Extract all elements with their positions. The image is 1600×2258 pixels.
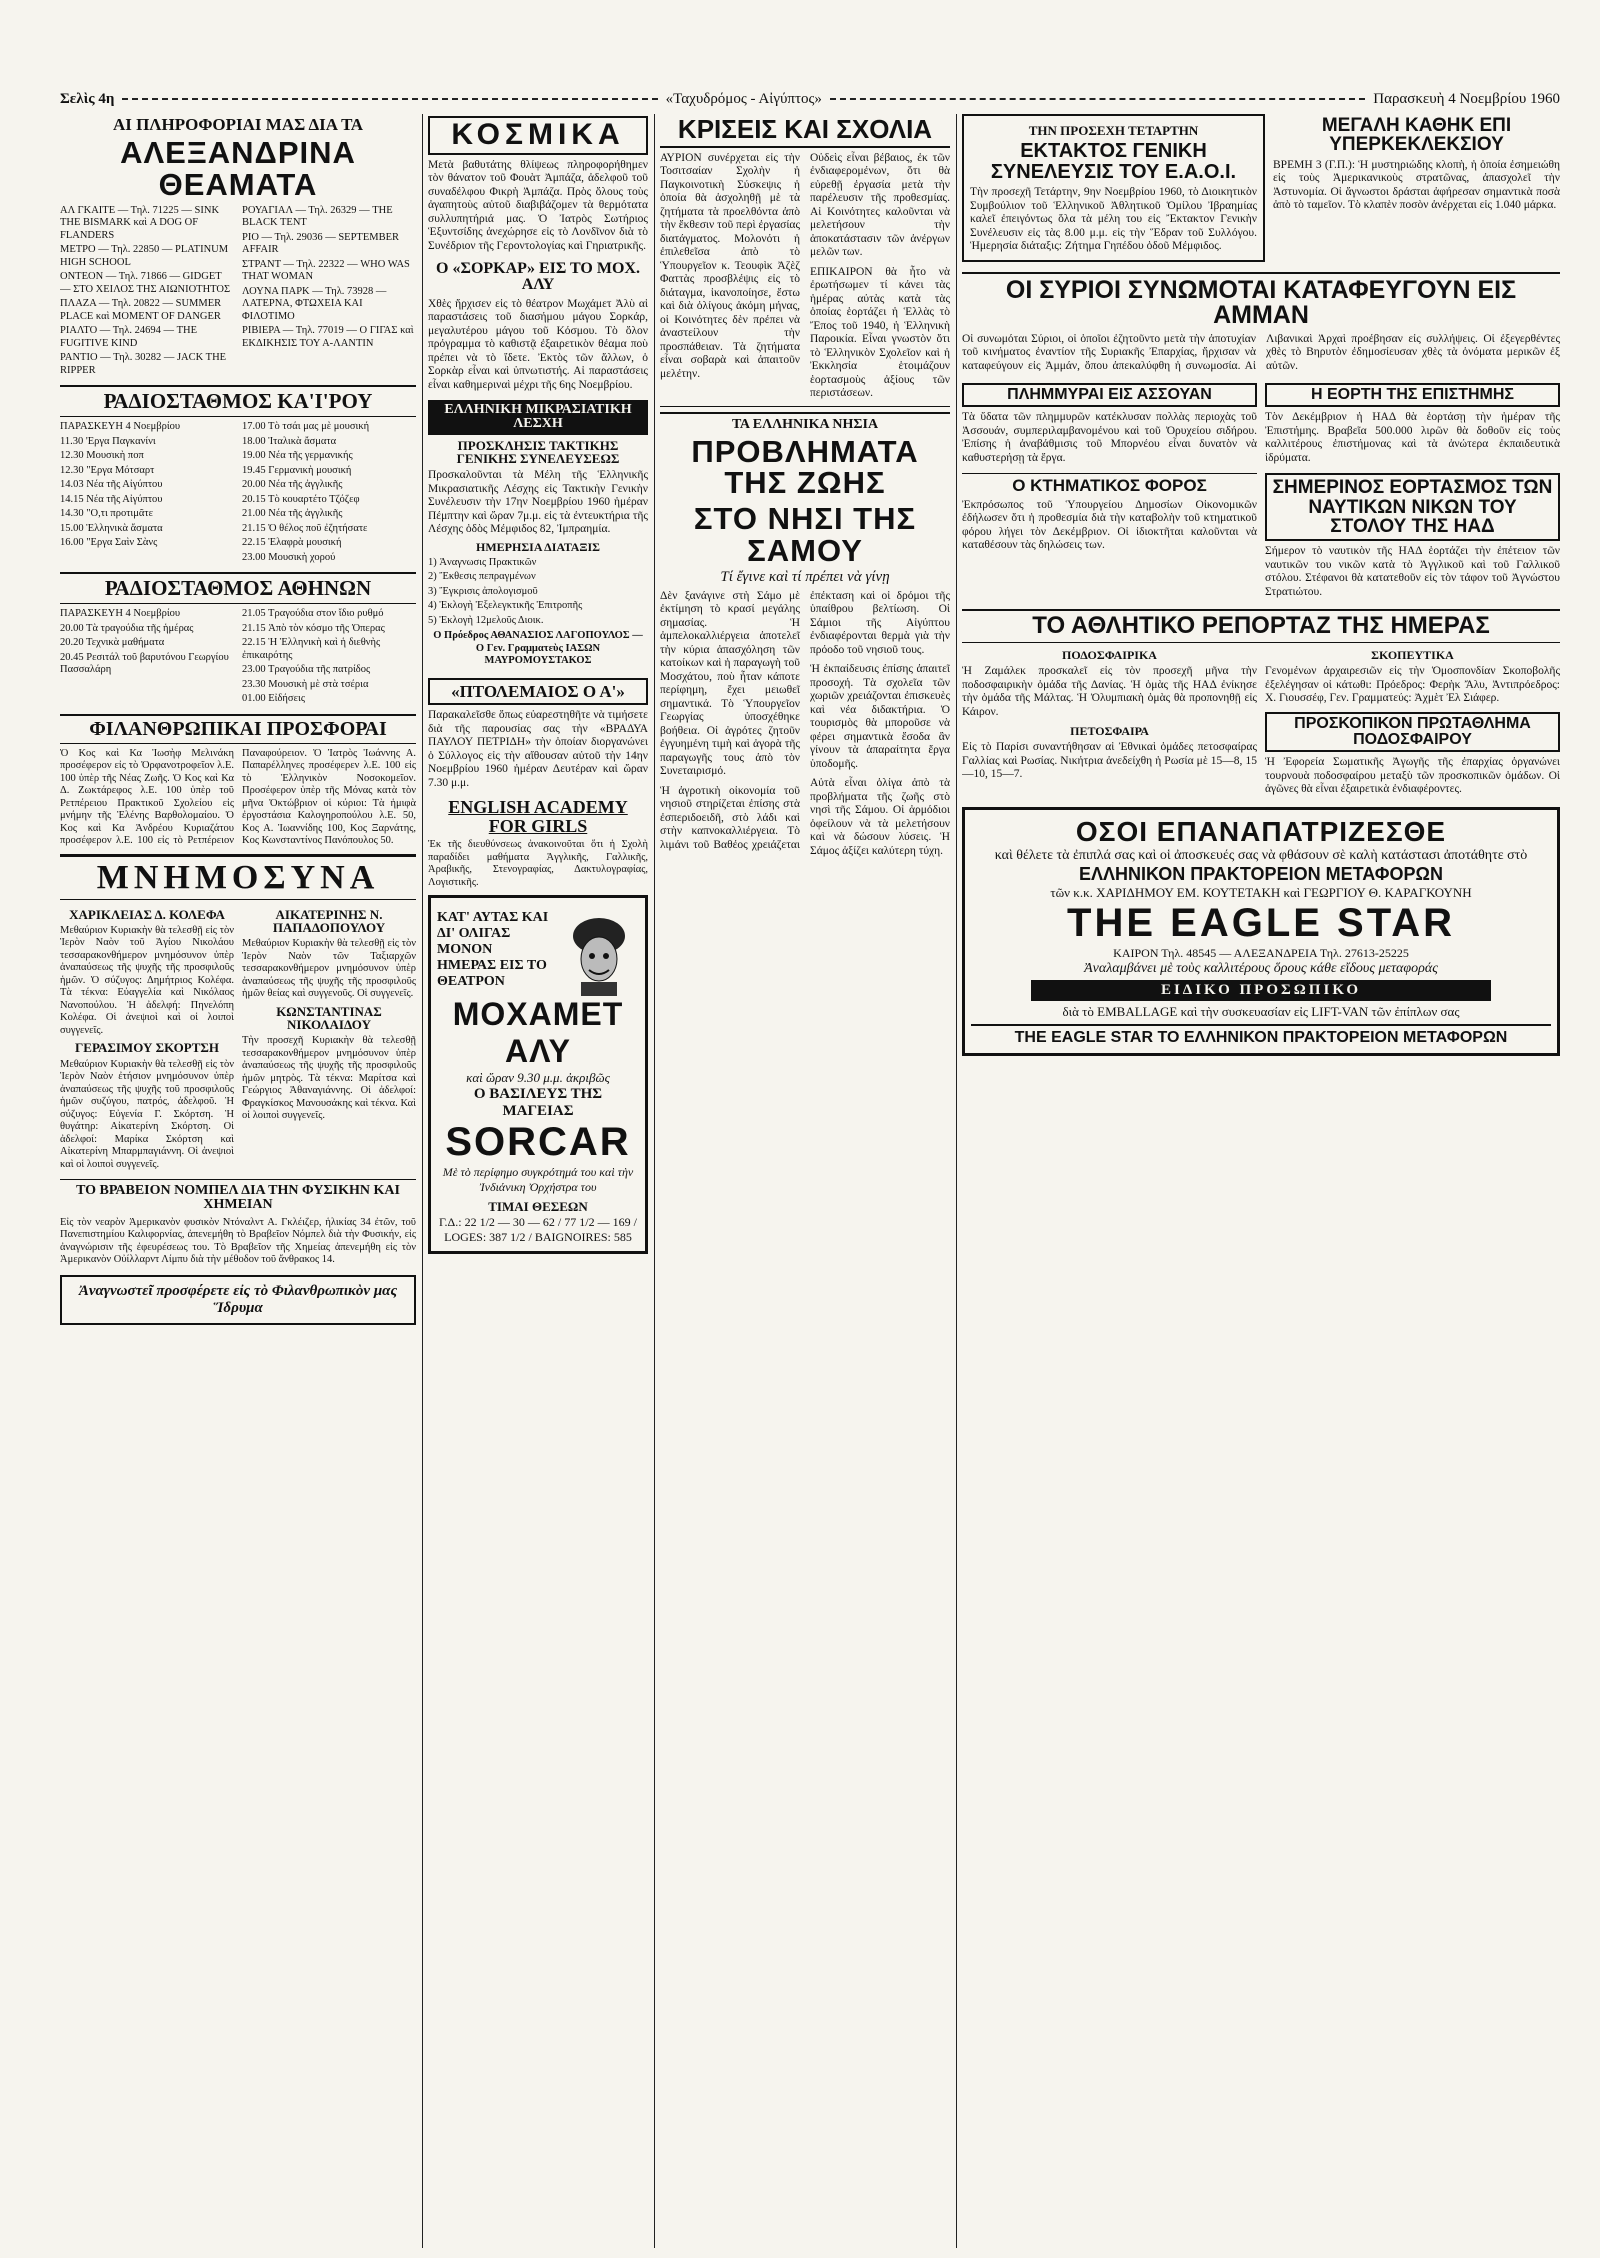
radio-program-item: 20.00 Νέα τῆς ἀγγλικῆς [242,479,343,491]
samos-title-1: ΠΡΟΒΛΗΜΑΤΑ ΤΗΣ ΖΩΗΣ [691,433,919,501]
cinema-listing: ΡΑΝΤΙΟ — Τηλ. 30282 — JACK THE RIPPER [60,352,227,376]
sorcar-title: Ο «ΣΟΡΚΑΡ» ΕΙΣ ΤΟ ΜΟΧ. ΑΛΥ [436,260,640,294]
radio-program-item: ΠΑΡΑΣΚΕΥΗ 4 Νοεμβρίου [60,421,181,433]
sorcar-ad-king: Ο ΒΑΣΙΛΕΥΣ ΤΗΣ ΜΑΓΕΙΑΣ [473,1086,603,1120]
memorials-title: ΜΝΗΜΟΣΥΝΑ [60,854,416,900]
memorial-name: ΚΩΝΣΤΑΝΤΙΝΑΣ ΝΙΚΟΛΑΙΔΟΥ [276,1003,382,1032]
radio-program-item: 12.30 Μουσικὴ ποπ [60,450,144,462]
memorial-name: ΧΑΡΙΚΛΕΙΑΣ Δ. ΚΟΛΕΦΑ [69,906,225,922]
middle-left [962,381,1257,599]
radio-program-item: 20.20 Τεχνικὰ μαθήματα [60,637,165,649]
agenda-item: 2) Ἔκθεσις πεπραγμένων [428,571,536,583]
cinema-listing: ΜΕΤΡΟ — Τηλ. 22850 — PLATINUM HIGH SCHOOL [60,244,229,268]
agenda-item: 3) Ἔγκρισις ἀπολογισμοῦ [428,585,538,597]
radio-program-item: 20.00 Τὰ τραγούδια τῆς ἡμέρας [60,622,194,634]
ptolemaios-title: «ΠΤΟΛΕΜΑΙΟΣ Ο Α'» [428,678,648,705]
eagle-ad-service: διὰ τὸ EMBALLAGE καὶ τὴν συσκευασίαν εἰς LIFT-VAN τῶν ἐπίπλων σας [1062,1003,1460,1019]
eagle-ad-staff: ΕΙΔΙΚΟ ΠΡΟΣΩΠΙΚΟ [1031,980,1491,1001]
radio-program-item: 14.15 Νέα τῆς Αἰγύπτου [60,493,163,505]
theft-title: ΜΕΓΑΛΗ ΚΑΘΗΚ ΕΠΙ ΥΠΕΡΚΕΚΛΕΚΣΙΟΥ [1321,115,1512,156]
eagle-star-ad [962,807,1560,1056]
paper-name: «Ταχυδρόμος - Αἰγύπτος» [665,90,822,107]
samos-paragraph: Ἡ ἐκπαίδευσις ἐπίσης ἀπαιτεῖ προσοχή. Τὰ σχολεῖα τῶν χωριῶν χρειάζονται ἐπισκευὲς καὶ νέα διδακτήρια. Ὁ τουρισμὸς θὰ μποροῦσε νὰ φέρει σημαντικὰ ἔσοδα ἂν γίνουν τὰ ἀπαραίτητα ἔργα ὑποδομῆς. [810,663,950,770]
column-rule [654,114,655,2248]
radio-cairo-right [242,421,416,566]
issue-date: Παρασκευὴ 4 Νοεμβρίου 1960 [1373,90,1561,107]
lesxi-subtitle: ΠΡΟΣΚΛΗΣΙΣ ΤΑΚΤΙΚΗΣ ΓΕΝΙΚΗΣ ΣΥΝΕΛΕΥΣΕΩΣ [456,437,620,466]
radio-program-item: 23.00 Μουσικὴ χορού [242,551,336,563]
top-news-row [962,114,1560,262]
philanthropy-title: ΦΙΛΑΝΘΡΩΠΙΚΑΙ ΠΡΟΣΦΟΡΑΙ [60,714,416,744]
appeal-ad: Ἀναγνωστεῖ προσφέρετε εἰς τὸ Φιλανθρωπικὸν μας Ἵδρυμα [60,1275,416,1325]
magician-portrait-icon [559,904,639,996]
radio-program-item: ΠΑΡΑΣΚΕΥΗ 4 Νοεμβρίου [60,608,181,620]
sports-title: ΤΟ ΑΘΛΗΤΙΚΟ ΡΕΠΟΡΤΑΖ ΤΗΣ ΗΜΕΡΑΣ [962,609,1560,642]
radio-program-item: 11.30 'Εργα Παγκανίνι [60,435,156,447]
agenda-item: 4) Ἐκλογὴ Ἐξελεγκτικῆς Ἐπιτροπῆς [428,600,583,612]
memorial-name: ΑΙΚΑΤΕΡΙΝΗΣ Ν. ΠΑΠΑΔΟΠΟΥΛΟΥ [272,906,386,935]
radio-athens-left [60,608,234,708]
kosmika-title: ΚΟΣΜΙΚΑ [428,116,648,155]
cinema-listing: ΡΟΥΑΓΙΑΛ — Τηλ. 26329 — THE BLACK TENT [242,204,393,229]
cinema-listing: ΣΤΡΑΝΤ — Τηλ. 22322 — WHO WAS THAT WOMAN [242,258,410,283]
radio-cairo-left [60,421,234,566]
radio-program-item: 21.15 Ἀπὸ τὸν κόσμο τῆς Ὀπερας [242,622,385,634]
agenda-list [428,557,648,628]
radio-program-item: 20.45 Ρεσιτάλ τοῦ βαρυτόνου Γεωργίου Πασσαλάρη [60,651,229,676]
middle-news-row [962,381,1560,599]
radio-athens-title: ΡΑΔΙΟΣΤΑΘΜΟΣ ΑΘΗΝΩΝ [60,572,416,604]
column-social [428,114,648,2248]
radio-program-item: 23.00 Τραγούδια τῆς πατρίδος [242,664,371,676]
cinema-headline: ΑΛΕΞΑΝΔΡΙΝΑ ΘΕΑΜΑΤΑ [120,135,356,202]
football-label: ΠΟΔΟΣΦΑΙΡΙΚΑ [1062,647,1157,662]
sorcar-ad-name: SORCAR [445,1120,631,1165]
radio-cairo-schedule [60,421,416,566]
aswan-text: Τὰ ὕδατα τῶν πλημμυρῶν κατέκλυσαν πολλὰς περιοχὰς τοῦ Ἀσσουάν, συμπεριλαμβανομένου καὶ τοῦ Ὀρυχείου σιδήρου. Ἐπίσης ἡ ἀναβάθμισις τοῦ Μπορνέου εἶναι δυνατὸν νὰ καθυστερήσῃ τὰ ἔργα. [962,411,1257,464]
sports-right [1265,647,1560,797]
sorcar-ad [428,895,648,1254]
cinema-listing: ΛΟΥΝΑ ΠΑΡΚ — Τηλ. 73928 — ΛΑΤΕΡΝΑ, ΦΤΩΧΕΙΑ ΚΑΙ ΦΙΛΟΤΙΜΟ [242,285,387,322]
radio-program-item: 22.15 Ἐλαφρὰ μουσική [242,537,342,549]
radio-cairo-title: ΡΑΔΙΟΣΤΑΘΜΟΣ ΚΑ'Ι'ΡΟΥ [60,385,416,417]
middle-right [1265,381,1560,599]
assembly-title: ΕΚΤΑΚΤΟΣ ΓΕΝΙΚΗ ΣΥΝΕΛΕΥΣΙΣ ΤΟΥ Ε.Α.Ο.Ι. [990,140,1237,183]
radio-program-item: 14.30 "Ο,τι προτιμᾶτε [60,508,154,520]
science-text: Τὸν Δεκέμβριον ἡ ΗΑΔ θὰ ἑορτάσῃ τὴν ἡμέραν τῆς Ἐπιστήμης. Βραβεῖα 500.000 λιρῶν θὰ δοθοῦν εἰς τοὺς καλλιτέρους ἐπιστήμονας καὶ τὰ ἀνώτερα ἐκπαιδευτικὰ ἱδρύματα. [1265,411,1560,464]
naval-title: ΣΗΜΕΡΙΝΟΣ ΕΟΡΤΑΣΜΟΣ ΤΩΝ ΝΑΥΤΙΚΩΝ ΝΙΚΩΝ ΤΟΥ ΣΤΟΛΟΥ ΤΗΣ ΗΑΔ [1265,473,1560,541]
radio-program-item: 19.45 Γερμανικὴ μουσική [242,464,352,476]
eagle-ad-owners: τῶν κ.κ. ΧΑΡΙΔΗΜΟΥ ΕΜ. ΚΟΥΤΕΤΑΚΗ καὶ ΓΕΩΡΓΙΟΥ Θ. ΚΑΡΑΓΚΟΥΝΗ [1050,884,1472,900]
memorials-left [60,904,234,1172]
kosmika-text: Μετὰ βαθυτάτης θλίψεως πληροφορήθημεν τὸν θάνατον τοῦ Φουὰτ Ἀμπάζα, ἀδελφοῦ τοῦ συναδέλφου Φικρὴ Ἀμπάζα. Πρὸς ὅλους τοὺς ἀγαπητοὺς αὐτοῦ διαβιβάζομεν τὰ θερμότατα συλλυπητήριά μας. Ὁ Ἰατρὸς Σωτήριος Ἑξυντσίδης ἀνεχώρησε εἰς τὸ Λονδῖνον διὰ τὸ Συνέδριον τῆς Γεροντολογίας καὶ Γηριατρικῆς. [428,158,648,252]
radio-program-item: 12.30 "Εργα Μότσαρτ [60,464,155,476]
eagle-ad-tagline: Ἀναλαμβάνει μὲ τοὺς καλλιτέρους ὅρους κάθε εἴδους μεταφοράς [1084,960,1438,976]
nobel-text: Εἰς τὸν νεαρὸν Ἀμερικανὸν φυσικὸν Ντόναλντ Α. Γκλέιζερ, ἡλικίας 34 ἐτῶν, τοῦ Πανεπιστημίου Καλιφορνίας, ἀπενεμήθη τὸ Βραβεῖον Νόμπελ διὰ τὴν Φυσικήν, εἰς ἀναγνώρισιν τῆς ἐφευρέσεως του. Τὸ Βραβεῖον τῆς Χημείας ἀπενεμήθη εἰς τὸν Ἀμερικανὸν Οὐίλλαρντ Λίμπυ διὰ τὴν μέθοδον τοῦ ἄνθρακος 14. [60,1216,416,1266]
sports-left [962,647,1257,797]
lesxi-signature: Ο Πρόεδρος ΑΘΑΝΑΣΙΟΣ ΛΑΓΟΠΟΥΛΟΣ — Ο Γεν. Γραμματεὺς ΙΑΣΩΝ ΜΑΥΡΟΜΟΥΣΤΑΚΟΣ [433,630,643,667]
english-academy-title: ENGLISH ACADEMY FOR GIRLS [448,797,628,836]
lesxi-title: ΕΛΛΗΝΙΚΗ ΜΙΚΡΑΣΙΑΤΙΚΗ ΛΕΣΧΗ [428,400,648,435]
eagle-ad-title: ΟΣΟΙ ΕΠΑΝΑΠΑΤΡΙΖΕΣΘΕ [1075,815,1447,847]
newspaper-page [60,88,1560,2248]
eagle-ad-brand: THE EAGLE STAR [1067,900,1455,945]
radio-program-item: 23.30 Μουσικὴ μὲ στὰ τσέρια [242,678,369,690]
samos-text [660,590,950,859]
samos-kicker: ΤΑ ΕΛΛΗΝΙΚΑ ΝΗΣΙΑ [660,412,950,432]
comments-paragraph: Οὐδεὶς εἶναι βέβαιος, ἐκ τῶν ἐνδιαφερομένων, ὅτι θὰ εὐρεθῇ ἐργασία μετὰ τὴν παρέλευσιν τῆς προθεσμίας. Αἱ Κοινότητες καλοῦνται νὰ μελετήσουν τὴν ἀποκατάστασιν τῶν ἀνέργων μελῶν των. [810,151,950,259]
scout-text: Ἡ Ἐφορεία Σωματικῆς Ἀγωγῆς τῆς ἐπαρχίας ὀργανώνει τουρνουὰ ποδοσφαίρου μεταξὺ τῶν προσκοπικῶν ὁμάδων. Οἱ ἀγῶνες θὰ εἶναι ἐξαιρετικὰ ἐνδιαφέροντες. [1265,756,1560,796]
cinema-listings [60,205,416,380]
aswan-title: ΠΛΗΜΜΥΡΑΙ ΕΙΣ ΑΣΣΟΥΑΝ [962,383,1257,407]
shooting-label: ΣΚΟΠΕΥΤΙΚΑ [1371,647,1454,662]
sorcar-ad-tagline: Μὲ τὸ περίφημο συγκρότημά του καὶ τὴν Ἰνδιάνικη Ὀρχήστρα του [442,1165,634,1195]
memorial-text: Μεθαύριον Κυριακὴν θὰ τελεσθῇ εἰς τὸν Ἱερὸν Ναὸν ἐτήσιον μνημόσυνον ὑπὲρ ἀναπαύσεως τῆς ψυχῆς τοῦ προσφιλοῦς ἡμῶν συζύγου, πατρός, ἀδελφοῦ. Ἡ σύζυγος: Εὐγενία Γ. Σκόρτση. Ἡ θυγάτηρ: Αἰκατερίνη Σκόρτση. Οἱ ἀδελφοί: Μαρίκα Σκόρτση καὶ Αἰκατερίνη Μπαρμπαγιάννη. Οἱ ἀνεψιοὶ καὶ οἱ λοιποὶ συγγενεῖς. [60,1058,234,1170]
sorcar-ad-time: καὶ ὥραν 9.30 μ.μ. ἀκριβῶς [466,1070,610,1086]
radio-program-item: 21.00 Νέα τῆς ἀγγλικῆς [242,508,343,520]
section-divider [660,406,950,407]
radio-program-item: 17.00 Τὸ τσάι μας μὲ μουσική [242,421,370,433]
cinema-listing: ΡΙΟ — Τηλ. 29036 — SEPTEMBER AFFAIR [242,231,400,256]
tax-title: Ο ΚΤΗΜΑΤΙΚΟΣ ΦΟΡΟΣ [962,473,1257,494]
sorcar-ad-intro: ΚΑΤ' ΑΥΤΑΣ ΚΑΙ ΔΙ' ΟΛΙΓΑΣ ΜΟΝΟΝ ΗΜΕΡΑΣ ΕΙΣ ΤΟ ΘΕΑΤΡΟΝ [437,910,549,990]
sorcar-ad-prices-title: ΤΙΜΑΙ ΘΕΣΕΩΝ [488,1199,588,1215]
radio-program-item: 15.00 Ἑλληνικὰ ἄσματα [60,522,163,534]
sorcar-text: Χθὲς ἤρχισεν εἰς τὸ θέατρον Μωχάμετ Ἀλὺ αἱ παραστάσεις τοῦ διασήμου μάγου Σορκάρ, μεγαλυτέρου μάγου τοῦ Κόσμου. Τὸ ὅλον πρόγραμμα τὸ καθιστᾷ ἐξαιρετικὸν θέαμα ποὺ πρέπει νὰ τὸ ἴδετε. Ἐκτὸς τῶν ἄλλων, ὁ Σορκὰρ εἶναι καὶ ὑπνωτιστής. Αἱ παραστάσεις εἶναι καθημεριναὶ μέχρι τῆς 6ης Νοεμβρίου. [428,297,648,391]
radio-athens-schedule [60,608,416,708]
column-comments [660,114,950,2248]
comments-text [660,152,950,401]
samos-paragraph: Αὐτὰ εἶναι ὀλίγα ἀπὸ τὰ προβλήματα τῆς ζωῆς στὸ νησὶ τῆς Σάμου. Οἱ ἁρμόδιοι ὀφείλουν νὰ τὰ μελετήσουν καὶ νὰ δώσουν λύσεις. Ἡ Σάμος ἀξίζει καλύτερη τύχη. [810,777,950,857]
assembly-kicker: ΤΗΝ ΠΡΟΣΕΧΗ ΤΕΤΑΡΤΗΝ [1028,123,1199,138]
scout-title: ΠΡΟΣΚΟΠΙΚΟΝ ΠΡΩΤΑΘΛΗΜΑ ΠΟΔΟΣΦΑΙΡΟΥ [1265,712,1560,753]
head-rule [830,98,1365,100]
radio-program-item: 19.00 Νέα τῆς γερμανικής [242,450,353,462]
cinema-listing: ΡΙΑΛΤΟ — Τηλ. 24694 — THE FUGITIVE KIND [60,325,198,349]
memorials-right [242,904,416,1172]
radio-program-item: 01.00 Εἰδήσεις [242,693,305,705]
philanthropy-text: Ὁ Κος καὶ Κα Ἰωσὴφ Μελινάκη προσέφερον εἰς τὸ Ὀρφανοτροφεῖον λ.Ε. 100 ὑπὲρ τῆς Νέας Ζωῆς. Ὁ Κος καὶ Κα Δ. Ζωκτάρεφος λ.Ε. 100 ὑπὲρ τοῦ Ρετπέρειου Πρακτικοῦ Σχολείου εἰς μνήμην τῆς Ἑλένης Βαρθολομαίου. Ὁ Κος καὶ Κα Ἀνδρέου Κυριαζάτου προσέφερον λ.Ε. 100 εἰς τὸ Ρετπέρειον Παναφούρειον. Ὁ Ἰατρὸς Ἰωάννης Α. Παπαρέλληνες προσέφερεν λ.Ε. 100 εἰς τὸ Ἑλληνικὸν Νοσοκομεῖον. Προσέφερον ὑπὲρ τῆς Μόνας κατὰ τὸν μῆνα Ὀκτώβριον οἱ κύριοι: Τὰ ἡμιφὰ ἐργοστάσια Καλογηροπούλου λ.Ε. 50, Κος Α. Ἰωαννίδης 100, Κος Ξαρνάτης, Κος Κωνσταντίνος Πανόπουλος 50. [60,747,416,847]
radio-program-item: 18.00 Ἰταλικὰ ἄσματα [242,435,337,447]
radio-program-item: 21.05 Τραγούδια στον ἴδιο ρυθμό [242,608,384,620]
cinema-list-right [242,205,416,380]
comments-paragraph: ΑΥΡΙΟΝ συνέρχεται εἰς τὴν Τοσιτσαίαν Σχολὴν ἡ Παγκοινοτικὴ Σύσκεψις ἡ ὁποία θὰ ἀσχοληθῇ μὲ τὰ ζητήματα τὰ προελθόντα ἀπὸ τὴν ἔκθεσιν τοῦ περὶ ἐργασίας διατάγματος. Μολονότι ἡ ἐπιλεθεῖσα ἀπὸ τὸ Ὑπουργεῖον κ. Τεουφὶκ Ἀζὲζ Φαττὰς προσβλέψις εἰς τὸ διάταγμα, ἱκανοποίησε, ἔστω καὶ διὰ ὀλίγους ἀκόμη μήνας, οἱ Κοινότητες δὲν πρέπει νὰ ἀναστείλουν τὴν προσπάθειαν. Τὰ ζητήματα εἶναι σοβαρὰ καὶ ἀπαιτοῦν μελέτην. [660,151,800,380]
samos-paragraph: Δὲν ξανάγινε στὴ Σάμο μὲ ἐκτίμηση τὸ κρασί μεγάλης σημασίας. Ἡ ἀμπελοκαλλιέργεια ἀποτελεῖ τὴν κύρια ἀπασχόληση τῶν κατοίκων καὶ ἡ παραγωγὴ τοῦ Μοσχάτου, ποὺ ἦταν κάποτε περίφημη, ἔχει μειωθεῖ σημαντικά. Τὸ Ὑπουργεῖον Γεωργίας ὑποσχέθηκε βοήθεια. Οἱ ἀγρότες ζητοῦν ἐγγυημένη τιμὴ καὶ ἀγορὰ τῆς παραγωγῆς τους ἀπὸ τὸν Συνεταιρισμό. [660,589,800,778]
cinema-listing: ΡΙΒΙΕΡΑ — Τηλ. 77019 — Ο ΓΙΓΑΣ καὶ ΕΚΔΙΚΗΣΙΣ ΤΟΥ Α-ΛΑΝΤΙΝ [242,325,414,349]
memorial-text: Τὴν προσεχῆ Κυριακὴν θὰ τελεσθῇ τεσσαρακονθήμερον μνημόσυνον ὑπὲρ ἀναπαύσεως τῆς ψυχῆς τῆς προσφιλοῦς ἡμῶν μητρὸς. Τὰ τέκνα: Μαρίτσα καὶ Γεώργιος Ἀθαναγιάννης. Οἱ ἀδελφοί: Φραγκίσκος Μανουσάκης καὶ τέκνα. Καὶ οἱ λοιποὶ συγγενεῖς. [242,1035,416,1122]
memorials [60,904,416,1172]
sports-row [962,647,1560,797]
running-head [60,88,1560,110]
lesxi-text: Προσκαλοῦνται τὰ Μέλη τῆς Ἑλληνικῆς Μικρασιατικῆς Λέσχης εἰς Τακτικὴν Γενικὴν Συνέλευσιν τὴν 17ην Νοεμβρίου 1960 ἡμέραν Πέμπτην καὶ ὥραν 7μ.μ. εἰς τὰ ἐντευκτήρια τῆς Λέσχης ὁδὸς Μέμφιδος 82, Ἰμπραημία. [428,469,648,536]
theft-text: ΒΡΕΜΗ 3 (Γ.Π.): Ἡ μυστηριώδης κλοπὴ, ἡ ὁποία ἐσημειώθη εἰς τοὺς Ἀμερικανικοὺς στρατῶνας, ἀπασχολεῖ τὴν Ἀστυνομία. Οἱ ἄγνωστοι δράσται ἀφήρεσαν σημαντικὰ ποσὰ ἀπὸ τὸ ταμεῖον. Τὸ κλαπὲν ποσὸν ἀνέρχεται εἰς 1.040 μάρκα. [1273,158,1560,212]
nobel-title: ΤΟ ΒΡΑΒΕΙΟΝ ΝΟΜΠΕΛ ΔΙΑ ΤΗΝ ΦΥΣΙΚΗΝ ΚΑΙ ΧΗΜΕΙΑΝ [60,1179,416,1213]
agenda-title: ΗΜΕΡΗΣΙΑ ΔΙΑΤΑΞΙΣ [475,539,601,554]
volleyball-label: ΠΕΤΟΣΦΑΙΡΑ [1070,724,1149,739]
radio-program-item: 21.15 Ὁ θέλος ποῦ ἐζητήσατε [242,522,368,534]
eagle-ad-agency: ΕΛΛΗΝΙΚΟΝ ΠΡΑΚΤΟΡΕΙΟΝ ΜΕΤΑΦΟΡΩΝ [1079,863,1443,884]
samos-subtitle: Τί ἔγινε καὶ τί πρέπει νὰ γίνῃ [720,569,890,586]
cinema-kicker: ΑΙ ΠΛΗΡΟΦΟΡΙΑΙ ΜΑΣ ΔΙΑ ΤΑ [112,115,364,134]
cinema-listing: ΑΛ ΓΚΑΙΤΕ — Τηλ. 71225 — SINK THE BISMARK καὶ A DOG OF FLANDERS [60,204,220,241]
syrians-text: Οἱ συνωμόται Σύριοι, οἱ ὁποῖοι ἐζητοῦντο μετὰ τὴν ἀποτυχίαν τοῦ κινήματος ἐναντίον τῆς Συριακῆς Ἐπαρχίας, ἤρχισαν νὰ καταφεύγουν εἰς Ἀμμάν, ὅπου ἀπεκαλύφθη ἡ συνωμοσία. Αἱ Λιβανικαὶ Ἀρχαὶ προέβησαν εἰς συλλήψεις. Οἱ ἐξεγερθέντες χθὲς τὸ Βηρυτὸν ἐδημοσίευσαν χθὲς τὰ ὀνόματα μερικῶν ἐξ αὐτῶν. [962,332,1560,372]
assembly-text: Τὴν προσεχῆ Τετάρτην, 9ην Νοεμβρίου 1960, τὸ Διοικητικὸν Συμβούλιον τοῦ Ἑλληνικοῦ Ἀθλητικοῦ Ὁμίλου Ἰβραημίας καλεῖ ἐπειγόντως ὅλα τὰ μέλη του εἰς Ἔκτακτον Γενικὴν Συνέλευσιν εἰς τὰς 8.00 μ.μ. εἰς τὴν Ἕδραν τοῦ Συλλόγου. Ἡμερησία διάταξις: Ζήτημα Γηπέδου ὁδοῦ Μέμφιδος. [970,186,1257,253]
comments-paragraph: ΕΠΙΚΑΙΡΟΝ θὰ ἦτο νὰ ἐρωτήσωμεν τί κάνει τὰς ἡμέρας αὐτὰς κατὰ τὰς ὁποίας ἑορτάζει ἡ Ἑλλὰς τὸ Ἔπος τοῦ 1940, ἡ Ἑλληνικὴ Παροικία. Εἶναι γνωστὸν ὅτι τὸ Ἑλληνικὸν Σχολεῖον καὶ ἡ Ἐκκλησία ἑτοιμάζουν ἑορτασμοὺς ἀξίους τῶν περιστάσεων. [810,265,950,400]
cinema-listing: ΟΝΤΕΟΝ — Τηλ. 71866 — GIDGET — ΣΤΟ ΧΕΙΛΟΣ ΤΗΣ ΑΙΩΝΙΟΤΗΤΟΣ [60,271,231,295]
head-rule [122,98,657,100]
football-text: Ἡ Ζαμάλεκ προσκαλεῖ εἰς τὸν προσεχῆ μῆνα τὴν ποδοσφαιρικὴν ὁμάδα τῆς Δανίας. Ἡ ὁμὰς τῆς ΗΑΔ ἐνίκησε τὴν ὁμάδα τῆς Μάλτας. Ἡ Ὀλυμπιακὴ ὁμὰς θὰ προπονηθῇ εἰς Κάιρον. [962,665,1257,718]
radio-athens-right [242,608,416,708]
science-title: Η ΕΟΡΤΗ ΤΗΣ ΕΠΙΣΤΗΜΗΣ [1265,383,1560,407]
cinema-listing: ΠΛΑΖΑ — Τηλ. 20822 — SUMMER PLACE καὶ MOMENT OF DANGER [60,298,222,322]
theft-article [1273,114,1560,262]
agenda-item: 5) Ἐκλογὴ 12μελοῦς Διοικ. [428,614,544,626]
shooting-text: Γενομένων ἀρχαιρεσιῶν εἰς τὴν Ὁμοσπονδίαν Σκοποβολῆς ἐξελέγησαν οἱ κάτωθι: Πρόεδρος: Φερὴκ Ἄλυ, Ἀντιπρόεδρος: Χ. Γιουσσέφ, Γεν. Γραμματεύς: Ἀχμὲτ Ἐλ Σιάφερ. [1265,665,1560,705]
syrians-title: ΟΙ ΣΥΡΙΟΙ ΣΥΝΩΜΟΤΑΙ ΚΑΤΑΦΕΥΓΟΥΝ ΕΙΣ ΑΜΜΑΝ [962,272,1560,329]
page-number: Σελὶς 4η [60,90,115,107]
naval-text: Σήμερον τὸ ναυτικὸν τῆς ΗΑΔ ἑορτάζει τὴν ἐπέτειον τῶν ναυτικῶν του νικῶν κατὰ τὸ Ἀγγλικοῦ καὶ τοῦ Γαλλικοῦ στόλου. Στέφανοι θὰ κατατεθοῦν εἰς τὸν τάφον τοῦ Ἀγνώστου Στρατιώτου. [1265,545,1560,598]
volleyball-text: Εἰς τὸ Παρίσι συναντήθησαν αἱ Ἐθνικαὶ ὁμάδες πετοσφαίρας Γαλλίας καὶ Ρωσίας. Νικήτρια ἀνεδείχθη ἡ Ρωσία μὲ 15—8, 15—10, 15—7. [962,741,1257,781]
tax-text: Ἐκπρόσωπος τοῦ Ὑπουργείου Δημοσίων Οἰκονομικῶν ἐδήλωσεν ὅτι ἡ προθεσμία διὰ τὴν καταβολὴν τοῦ κτηματικοῦ φόρου λήγει τὸν Δεκέμβριον. Οἱ ἰδιοκτῆται καλοῦνται νὰ καταθέσουν τὰς δηλώσεις των. [962,498,1257,552]
radio-program-item: 16.00 "Εργα Σαὶν Σὰνς [60,537,158,549]
column-rule [422,114,423,2248]
radio-program-item: 14.03 Νέα τῆς Αἰγύπτου [60,479,163,491]
assembly-box [962,114,1265,262]
eagle-ad-footer: THE EAGLE STAR ΤΟ ΕΛΛΗΝΙΚΟΝ ΠΡΑΚΤΟΡΕΙΟΝ ΜΕΤΑΦΟΡΩΝ [971,1024,1551,1047]
sorcar-ad-theatre: ΜΟΧΑΜΕΤ ΑΛΥ [452,996,624,1070]
memorial-text: Μεθαύριον Κυριακὴν θὰ τελεσθῇ εἰς τὸν Ἱερὸν Ναὸν τῶν Ταξιαρχῶν τεσσαρακονθήμερον μνημόσυνον ὑπὲρ ἀναπαύσεως τῆς ψυχῆς τῆς προσφιλοῦς ἡμῶν θείας καὶ συγγενοῦς. Οἱ συγγενεῖς. [242,938,416,1000]
column-rule [956,114,957,2248]
samos-paragraph: Ἡ ἀγροτικὴ οἰκονομία τοῦ νησιοῦ στηρίζεται ἐπίσης στὰ ἐσπεριδοειδῆ, στὸ λάδι καὶ στὴν καπνοκαλλιέργεια. Τὸ λιμάνι τοῦ Βαθέος χρειάζεται ἐπέκταση καὶ οἱ δρόμοι τῆς ὑπαίθρου βελτίωση. Οἱ Σάμιοι τῆς Αἰγύπτου ἐνδιαφέρονται θερμὰ γιὰ τὴν πρόοδο τοῦ νησιοῦ τους. [660,589,950,851]
memorial-text: Μεθαύριον Κυριακὴν θὰ τελεσθῇ εἰς τὸν Ἱερὸν Ναὸν τοῦ Ἁγίου Νικολάου τεσσαρακονθήμερον μνημόσυνον ὑπὲρ ἀναπαύσεως τῆς ψυχῆς τῆς προσφιλοῦς ἡμῶν. Ὁ σύζυγος: Δημήτριος Κολέφα. Τὰ τέκνα: Εὐαγγελία καὶ Νικόλαος Νανοπούλου. Ἡ ἀδελφή: Πηνελόπη Κολέφα. Οἱ ἀνεψιοὶ καὶ οἱ λοιποὶ συγγενεῖς. [60,924,234,1036]
memorial-name: ΓΕΡΑΣΙΜΟΥ ΣΚΟΡΤΣΗ [75,1040,219,1056]
column-news [962,114,1560,2248]
eagle-ad-text: καὶ θέλετε τὰ ἐπιπλά σας καὶ οἱ ἀποσκευές σας νὰ φθάσουν σὲ καλὴ κατάστασι ἀποτάθητε στὸ [994,847,1528,863]
english-academy-text: Ἐκ τῆς διευθύνσεως ἀνακοινοῦται ὅτι ἡ Σχολὴ παραδίδει μαθήματα Ἀγγλικῆς, Γαλλικῆς, Ἀραβικῆς, Στενογραφίας, Δακτυλογραφίας, Λογιστικῆς. [428,839,648,888]
column-entertainment [60,114,416,2248]
agenda-item: 1) Ἀναγνωσις Πρακτικῶν [428,556,537,568]
radio-program-item: 20.15 Τὸ κουαρτέτο Τζόζεφ [242,493,360,505]
sorcar-ad-prices: Γ.Δ.: 22 1/2 — 30 — 62 / 77 1/2 — 169 / LOGES: 387 1/2 / BAIGNOIRES: 585 [439,1215,637,1245]
samos-title-2: ΣΤΟ ΝΗΣΙ ΤΗΣ ΣΑΜΟΥ [693,501,917,568]
ptolemaios-text: Παρακαλεῖσθε ὅπως εὐαρεστηθῆτε νὰ τιμήσετε διὰ τῆς παρουσίας σας τὴν «ΒΡΑΔΥΑ ΠΑΥΛΟΥ ΠΕΤΡΙΔΗ» τὴν ὁποίαν διοργανώνει ὁ Σύλλογος εἰς τὴν αἴθουσαν αὐτοῦ τὴν 14ην Νοεμβρίου 1960 ἡμέραν Δευτέραν καὶ ὥραν 7.30 μ.μ. [428,709,648,789]
comments-title: ΚΡΙΣΕΙΣ ΚΑΙ ΣΧΟΛΙΑ [660,116,950,148]
eagle-ad-address: ΚΑΙΡΟΝ Τηλ. 48545 — ΑΛΕΞΑΝΔΡΕΙΑ Τηλ. 27613-25225 [1113,945,1409,960]
cinema-list-left [60,205,234,380]
radio-program-item: 22.15 Ἡ Ἑλληνικὴ καὶ ἡ διεθνὴς ἐπικαιρότης [242,637,381,661]
